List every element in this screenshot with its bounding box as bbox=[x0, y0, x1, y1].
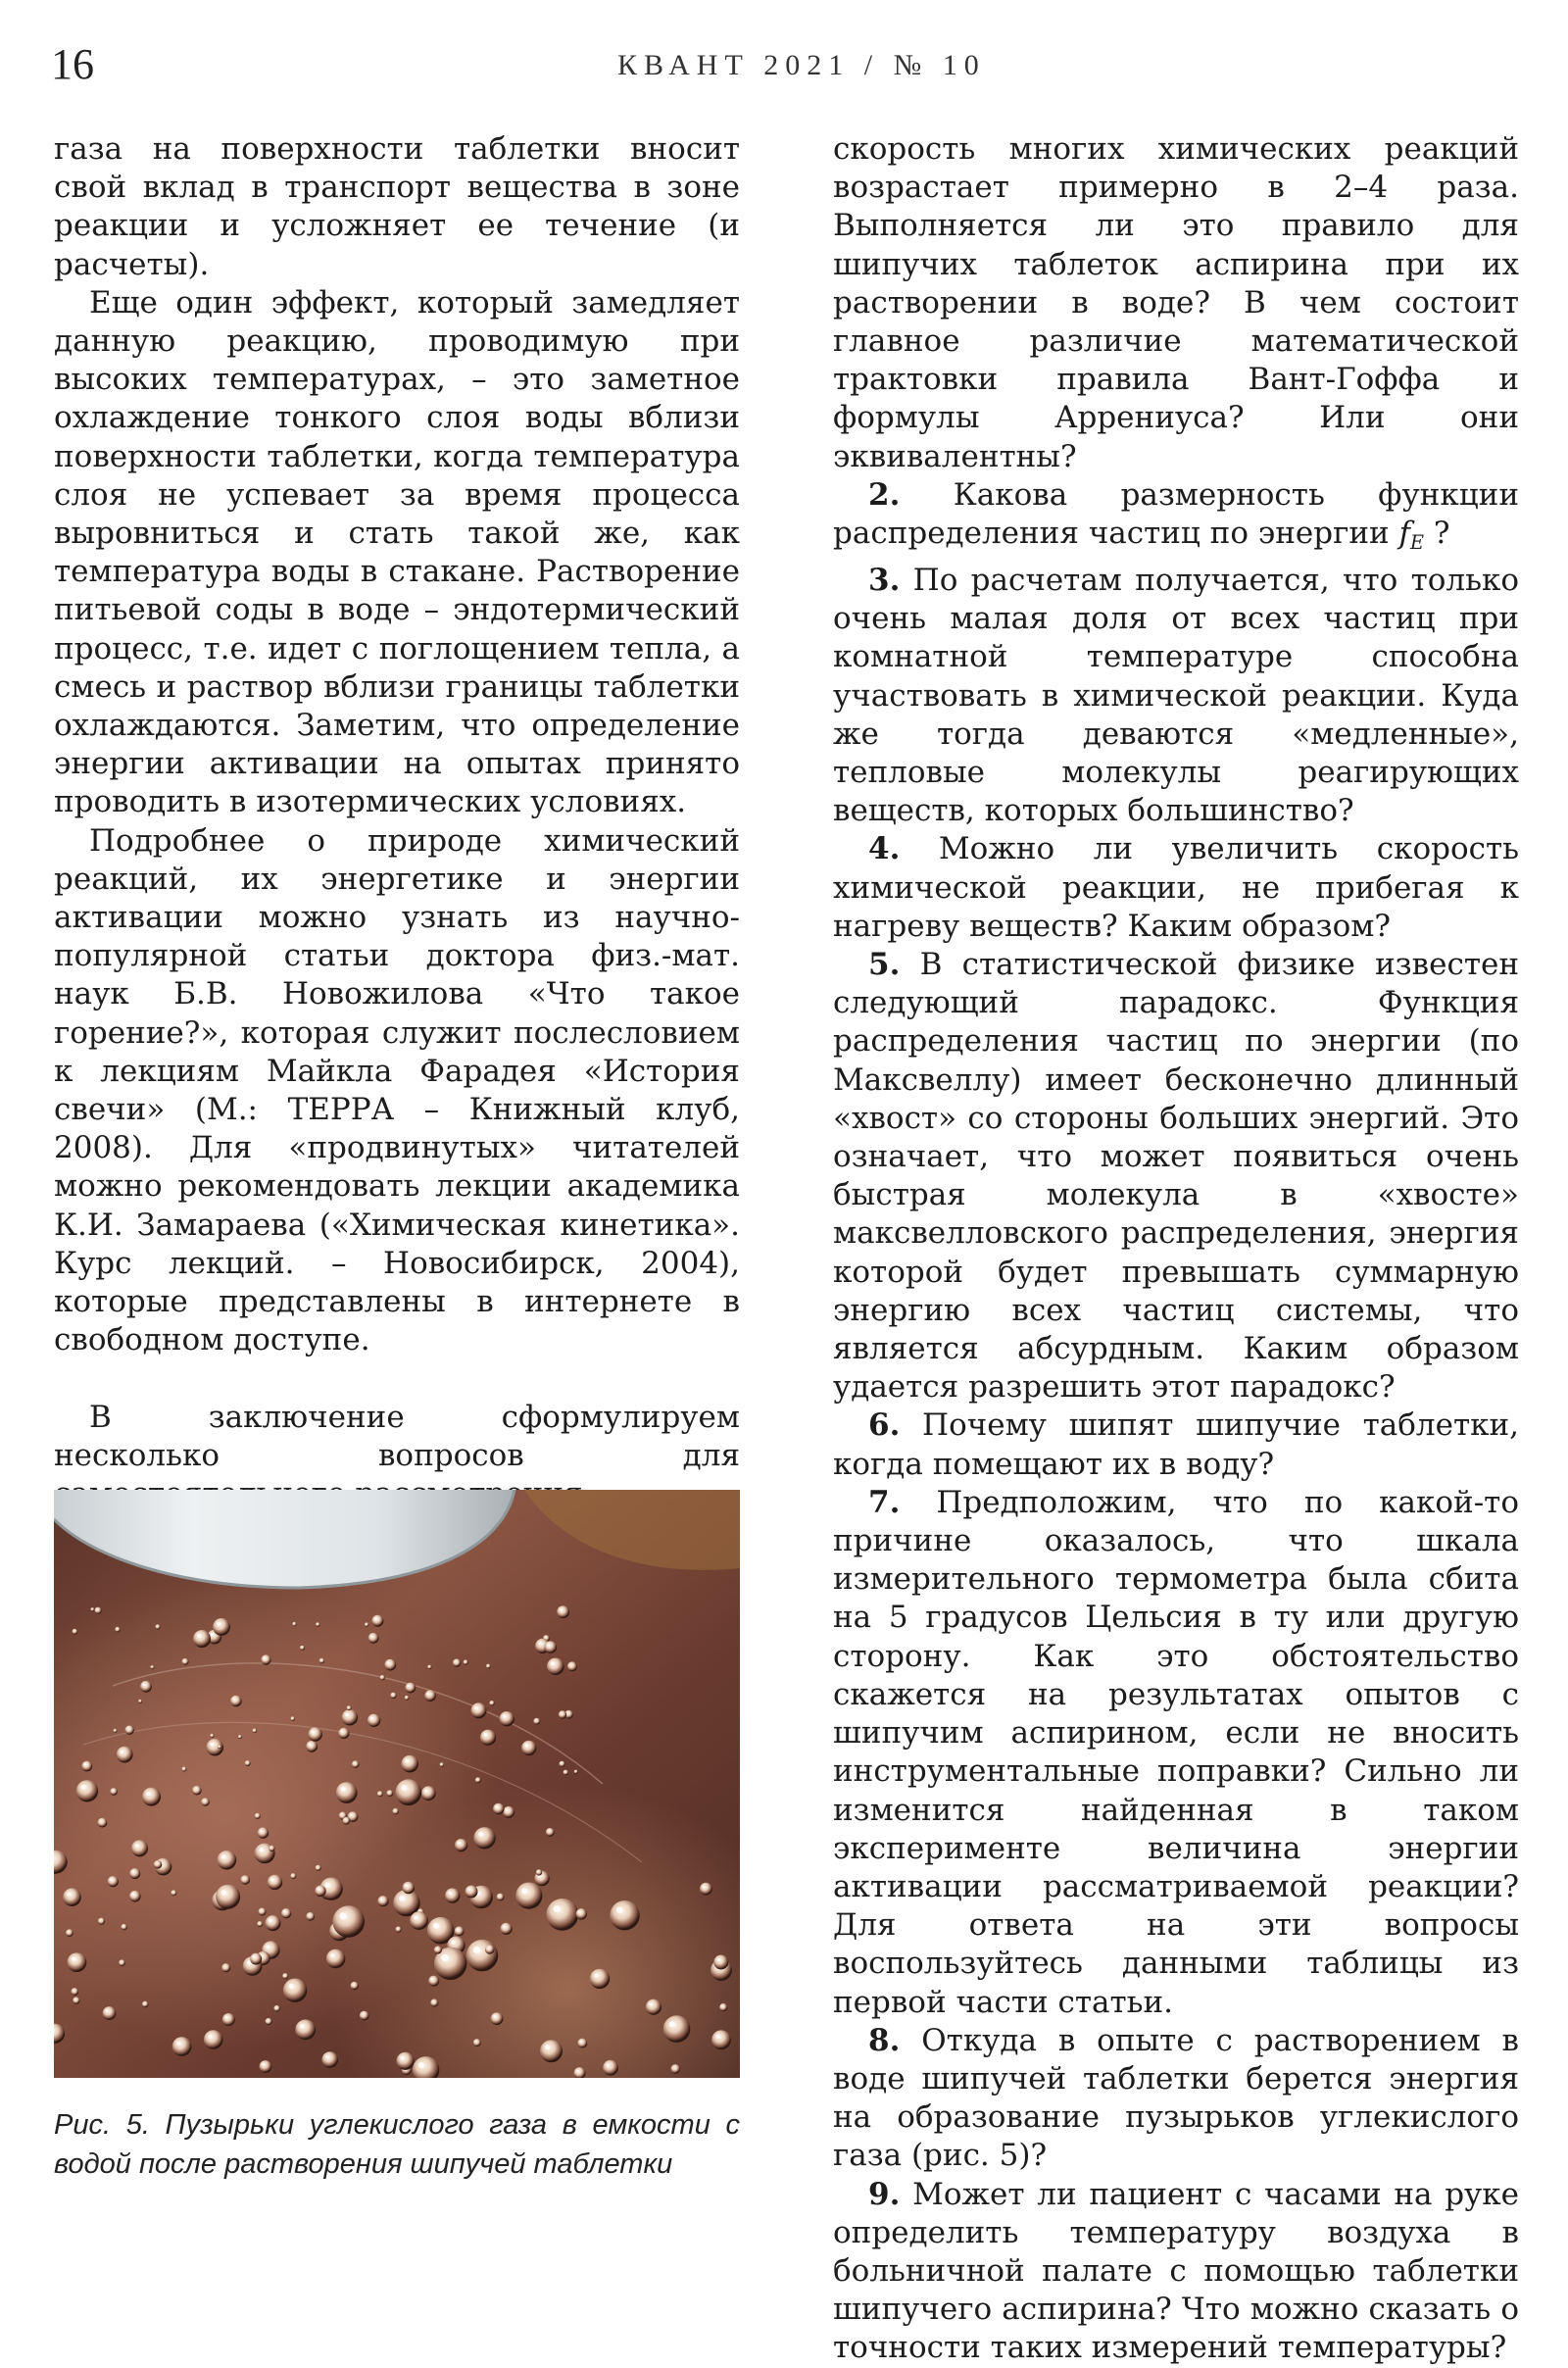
bubble-highlight bbox=[266, 1945, 270, 1949]
bubble bbox=[321, 2051, 338, 2068]
bubble bbox=[73, 1629, 78, 1635]
bubble-highlight bbox=[405, 1884, 408, 1887]
bubble-highlight bbox=[132, 1871, 134, 1873]
bubble bbox=[150, 1665, 154, 1669]
bubble-highlight bbox=[210, 1743, 214, 1747]
bubble-highlight bbox=[288, 1984, 293, 1989]
bubble-highlight bbox=[84, 1763, 86, 1765]
bubble bbox=[140, 1681, 152, 1693]
bubble-highlight bbox=[324, 1883, 329, 1888]
bubble bbox=[182, 1658, 189, 1665]
bubble-highlight bbox=[135, 1844, 139, 1848]
bubble bbox=[576, 1908, 587, 1919]
bubble bbox=[66, 1929, 74, 1937]
bubble-highlight bbox=[649, 2002, 653, 2006]
question-9 bbox=[833, 2176, 1519, 2368]
bubble bbox=[283, 1979, 307, 2002]
bubble bbox=[316, 1865, 321, 1871]
bubble bbox=[421, 1786, 436, 1801]
bubble bbox=[210, 1734, 214, 1738]
bubble bbox=[466, 1940, 498, 1971]
bubble bbox=[142, 1788, 161, 1806]
bubble bbox=[266, 1915, 281, 1931]
bubble bbox=[240, 1875, 250, 1885]
bubble bbox=[475, 1777, 481, 1783]
bubble-highlight bbox=[269, 1919, 272, 1923]
bubble bbox=[269, 1846, 274, 1851]
bubble-highlight bbox=[270, 1878, 273, 1881]
bubble bbox=[445, 1888, 460, 1902]
bubble bbox=[515, 1883, 542, 1909]
question-8 bbox=[833, 2022, 1519, 2176]
bubble-highlight bbox=[457, 1929, 459, 1931]
bubble bbox=[193, 1630, 211, 1648]
bubbles-image bbox=[54, 1490, 740, 2078]
bubble bbox=[213, 1618, 230, 1636]
bubble-highlight bbox=[350, 1814, 352, 1816]
bubble bbox=[403, 1882, 416, 1895]
bubble-highlight bbox=[493, 2015, 496, 2018]
bubble-highlight bbox=[217, 1622, 220, 1626]
bubble bbox=[273, 2005, 280, 2012]
bubble bbox=[125, 1725, 134, 1734]
bubble-highlight bbox=[309, 1743, 312, 1746]
bubble bbox=[352, 1760, 360, 1768]
bubble-highlight bbox=[260, 1830, 262, 1832]
bubble-highlight bbox=[176, 2041, 180, 2045]
bubble bbox=[564, 1770, 569, 1776]
bubble bbox=[392, 1808, 399, 1815]
bubble bbox=[108, 1876, 119, 1887]
bubble bbox=[486, 1664, 491, 1669]
bubble-highlight bbox=[607, 2063, 610, 2066]
bubble-highlight bbox=[72, 1956, 75, 1960]
bubble bbox=[455, 1839, 467, 1851]
bubble-highlight bbox=[576, 2070, 579, 2073]
bubble-highlight bbox=[211, 1633, 214, 1636]
bubble bbox=[390, 1693, 396, 1699]
bubble-highlight bbox=[474, 1706, 478, 1710]
running-head: КВАНТ 2021 / № 10 bbox=[617, 49, 986, 82]
question-number: 6. bbox=[868, 1407, 900, 1443]
bubble bbox=[338, 1728, 349, 1739]
bubble bbox=[368, 1714, 380, 1727]
bubble bbox=[110, 1788, 118, 1796]
bubble bbox=[471, 1702, 487, 1718]
bubble-highlight bbox=[451, 1941, 455, 1945]
bubble bbox=[377, 1896, 388, 1906]
figure-bubbles-photo bbox=[54, 1490, 740, 2078]
question-number: 8. bbox=[868, 2023, 900, 2058]
bubble-highlight bbox=[551, 1661, 555, 1665]
bubble bbox=[266, 2018, 272, 2025]
bubble bbox=[129, 1891, 141, 1902]
bubble bbox=[63, 1888, 81, 1906]
bubble bbox=[485, 1945, 495, 1954]
bubble-highlight bbox=[300, 2024, 305, 2029]
bubble bbox=[68, 1952, 87, 1972]
bubble bbox=[489, 1701, 494, 1705]
bubble bbox=[250, 1953, 262, 1965]
bubble-highlight bbox=[594, 1973, 598, 1977]
bubble bbox=[500, 1711, 514, 1726]
bubble-highlight bbox=[312, 1730, 315, 1733]
bubble-highlight bbox=[131, 1893, 134, 1896]
bubble bbox=[424, 1690, 436, 1702]
bubble bbox=[536, 1869, 542, 1875]
bubble-highlight bbox=[669, 2021, 675, 2027]
bubble bbox=[290, 1873, 296, 1879]
bubble bbox=[218, 1745, 221, 1749]
bubble bbox=[155, 1624, 160, 1629]
bubble bbox=[427, 1665, 431, 1669]
bubble bbox=[281, 1908, 291, 1918]
bubble bbox=[309, 1727, 322, 1741]
bubble bbox=[306, 1912, 315, 1921]
paragraph: В заключение сформулируем несколько вопросов для bbox=[54, 1399, 740, 1514]
bubble-highlight bbox=[387, 1661, 390, 1664]
bubble bbox=[90, 1607, 94, 1611]
bubble bbox=[646, 1999, 662, 2015]
math-f: f bbox=[1399, 516, 1410, 551]
paragraph: газа на поверхности таблетки вносит свой вклад в транспорт вещества в зоне реакции и усложняет ее течение (и расчеты). bbox=[54, 130, 740, 284]
bubble-highlight bbox=[374, 1617, 377, 1620]
bubble bbox=[121, 1924, 126, 1930]
bubble bbox=[713, 1955, 728, 1970]
bubble-highlight bbox=[259, 1848, 264, 1852]
bubble bbox=[295, 2019, 316, 2040]
bubble-highlight bbox=[703, 1886, 706, 1889]
question-4 bbox=[833, 830, 1519, 946]
bubble bbox=[154, 1860, 163, 1869]
right-column bbox=[833, 130, 1519, 2368]
bubble-highlight bbox=[478, 1832, 483, 1837]
question-text: Почему шипят шипучие таблетки, когда помещают их в воду? bbox=[833, 1407, 1519, 1481]
bubble-highlight bbox=[106, 2009, 109, 2012]
bubble bbox=[98, 1818, 108, 1828]
bubble bbox=[257, 1921, 263, 1927]
question-5 bbox=[833, 946, 1519, 1406]
bubble bbox=[315, 1886, 325, 1897]
bubble bbox=[245, 1760, 251, 1766]
question-end: ? bbox=[1434, 516, 1450, 551]
bubble bbox=[401, 1755, 418, 1773]
bubble-highlight bbox=[143, 1683, 146, 1686]
bubble bbox=[119, 1959, 125, 1966]
bubble-highlight bbox=[506, 1809, 509, 1812]
question-2 bbox=[833, 476, 1519, 562]
bubble-highlight bbox=[427, 1693, 430, 1696]
question-number: 3. bbox=[868, 563, 900, 598]
bubble bbox=[95, 1607, 102, 1614]
bubble bbox=[258, 1827, 269, 1838]
question-3 bbox=[833, 562, 1519, 830]
bubble-highlight bbox=[521, 1888, 527, 1894]
bubble bbox=[497, 1894, 505, 1901]
bubble bbox=[480, 1730, 496, 1746]
bubble bbox=[397, 2052, 415, 2070]
bubble bbox=[603, 2060, 618, 2076]
bubble bbox=[172, 2037, 192, 2056]
bubble bbox=[259, 1908, 267, 1916]
bubble-highlight bbox=[325, 2055, 329, 2059]
bubble-highlight bbox=[554, 1905, 561, 1912]
bubble-highlight bbox=[547, 1644, 550, 1647]
bubble bbox=[493, 1803, 505, 1815]
math-symbol bbox=[1399, 516, 1425, 551]
bubble bbox=[547, 1658, 564, 1676]
bubble bbox=[282, 1973, 288, 1979]
bubble bbox=[491, 2012, 504, 2025]
bubble bbox=[545, 1641, 558, 1653]
figure-caption: Рис. 5. Пузырьки углекислого газа в емкости с водой после растворения шипучей таблетки bbox=[54, 2105, 740, 2184]
bubble-highlight bbox=[418, 2062, 424, 2068]
bubble-highlight bbox=[253, 1955, 256, 1958]
bubble-highlight bbox=[233, 1698, 236, 1701]
bubble-highlight bbox=[414, 1915, 417, 1919]
bubble-highlight bbox=[67, 1893, 71, 1897]
bubble bbox=[351, 1982, 359, 1990]
bubble bbox=[473, 1827, 495, 1849]
bubble bbox=[253, 1729, 258, 1734]
bubble-highlight bbox=[538, 1642, 541, 1645]
bubble bbox=[453, 1658, 461, 1666]
question-number: 9. bbox=[868, 2177, 900, 2212]
question-7 bbox=[833, 1484, 1519, 2022]
bubble bbox=[326, 1949, 346, 1969]
bubble-highlight bbox=[545, 2045, 550, 2049]
bubble-highlight bbox=[579, 2041, 581, 2043]
bubble bbox=[671, 2064, 681, 2074]
bubble-highlight bbox=[715, 2035, 719, 2039]
bubble-highlight bbox=[341, 1787, 346, 1792]
bubble bbox=[455, 1926, 465, 1936]
bubble bbox=[316, 1622, 319, 1626]
bubble bbox=[117, 1747, 133, 1763]
bubble bbox=[238, 1735, 242, 1739]
bubble bbox=[290, 1716, 295, 1721]
bubble bbox=[343, 1817, 351, 1825]
bubble bbox=[559, 1761, 564, 1767]
bubble bbox=[610, 1900, 639, 1930]
question-text: Какова размерность функции распределения частиц по энергии bbox=[833, 477, 1519, 551]
bubble-highlight bbox=[341, 1730, 343, 1732]
bubble bbox=[533, 1718, 540, 1725]
bubble bbox=[138, 1700, 142, 1703]
bubble bbox=[171, 1890, 176, 1896]
bubble bbox=[384, 1659, 396, 1671]
page-number: 16 bbox=[51, 39, 94, 89]
bubble-highlight bbox=[120, 1750, 123, 1753]
bubble-highlight bbox=[458, 1842, 461, 1845]
bubble bbox=[464, 1659, 468, 1664]
bubble-highlight bbox=[496, 1805, 499, 1808]
bubble bbox=[221, 1963, 230, 1972]
bubble bbox=[268, 1875, 282, 1890]
bubble bbox=[521, 1741, 536, 1755]
bubble bbox=[115, 1627, 121, 1633]
bubble-highlight bbox=[146, 1792, 150, 1796]
bubble-highlight bbox=[717, 1958, 720, 1961]
bubble bbox=[218, 1850, 237, 1870]
bubble-highlight bbox=[405, 1759, 409, 1763]
bubble-highlight bbox=[560, 1608, 563, 1611]
bubble bbox=[434, 1946, 442, 1953]
bubble bbox=[336, 1782, 358, 1803]
left-column bbox=[54, 130, 740, 1667]
paragraph: Подробнее о природе химический реакций, их энергетике и энергии активации можно узнать из научно-популярной статьи доктора физ.-мат. наук Б.В. Новожилова «Что такое горение?», которая служит послесловием к лекциям Майкла Фарадея «История свечи» (М.: ТЕРРА – Книжный клуб, 2008). Для «продвинутых» читателей можно рекомендовать лекции академика К.И. Замараева («Химическая кинетика». Курс лекций. – Новосибирск, 2004), которые представлены в интернете в свободном доступе. bbox=[54, 822, 740, 1360]
bubble bbox=[71, 1988, 78, 1996]
bubble bbox=[261, 1654, 270, 1664]
bubble bbox=[567, 1661, 577, 1671]
bubble bbox=[114, 1729, 118, 1733]
paragraph: Еще один эффект, который замедляет данную реакцию, проводимую при высоких температурах, – это заметное охлаждение тонкого слоя воды вблизи поверхности таблетки, когда температура слоя не успевает за время процесса выровниться и стать такой же, как температура воды в стакане. Растворение питьевой соды в воде – эндотермический процесс, т.е. идет с поглощением тепла, а смесь и раствор вблизи границы таблетки охлаждаются. Заметим, что определение энергии активации на опытах принято проводить в изотермических условиях. bbox=[54, 284, 740, 822]
bubble bbox=[332, 1905, 365, 1938]
bubble-highlight bbox=[283, 1910, 285, 1912]
bubble bbox=[405, 1683, 416, 1694]
bubble-highlight bbox=[483, 1733, 487, 1737]
bubble bbox=[546, 1899, 578, 1931]
bubble bbox=[386, 1790, 393, 1797]
question-text: По расчетам получается, что только очень малая доля от всех частиц при комнатной температуре способна участвовать в химической реакции. Куда же тогда деваются «медленные», тепловые молекулы реагирующих веществ, которых большинство? bbox=[833, 563, 1519, 828]
question-text: Предположим, что по какой-то причине оказалось, что шкала измерительного термометра была сбита на 5 градусов Цельсия в ту или другую сторону. Как это обстоятельство скажется на результатах опытов с шипучим аспирином, если не вносить инструментальные поправки? Сильно ли изменится найденная в таком эксперименте величина энергии активации рассматриваемой реакции? Для ответа на эти вопросы воспользуйтесь данными таблицы из первой части статьи. bbox=[833, 1485, 1519, 2020]
bubble-highlight bbox=[399, 1896, 405, 1901]
bubble-highlight bbox=[110, 1879, 112, 1881]
bubble-highlight bbox=[208, 2035, 212, 2039]
bubble bbox=[222, 2013, 235, 2026]
question-text: Откуда в опыте с растворением в воде шипучей таблетки берется энергия на образование пузырьков углекислого газа (рис. 5)? bbox=[833, 2023, 1519, 2174]
bubble-highlight bbox=[441, 1954, 448, 1961]
bubble-highlight bbox=[578, 1911, 581, 1914]
bubble-highlight bbox=[262, 2063, 265, 2066]
bubble bbox=[371, 1615, 383, 1627]
bubble bbox=[540, 2040, 563, 2062]
bubble bbox=[216, 1885, 240, 1909]
bubble bbox=[365, 1622, 368, 1626]
bubble bbox=[73, 1997, 79, 2003]
question-text: Может ли пациент с часами на руке определить температуру воздуха в больничной палате с помощью таблетки шипучего аспирина? Что можно сказать о точности таких измерений температуры? bbox=[833, 2177, 1519, 2366]
bubble bbox=[98, 1918, 105, 1925]
bubble bbox=[131, 1840, 148, 1856]
question-number: 2. bbox=[868, 477, 900, 513]
bubble bbox=[260, 2060, 272, 2073]
bubble bbox=[342, 1709, 358, 1725]
bubble-highlight bbox=[81, 1785, 86, 1790]
bubble-highlight bbox=[247, 1960, 251, 1964]
bubble-highlight bbox=[467, 1888, 470, 1891]
bubble bbox=[204, 2030, 223, 2049]
bubble bbox=[546, 1828, 555, 1837]
bubble bbox=[663, 2015, 691, 2043]
bubble-highlight bbox=[318, 1888, 320, 1891]
bubble-highlight bbox=[433, 1923, 439, 1929]
bubble bbox=[501, 1923, 513, 1935]
bubble-highlight bbox=[473, 1947, 480, 1953]
bubble-highlight bbox=[370, 1635, 372, 1637]
bubble-highlight bbox=[431, 1978, 433, 1980]
bubble bbox=[700, 1883, 712, 1896]
bubble bbox=[142, 2001, 149, 2008]
bubble-highlight bbox=[524, 1744, 527, 1747]
bubble bbox=[410, 1911, 428, 1930]
bubble bbox=[306, 1741, 318, 1752]
bubble-highlight bbox=[330, 1953, 334, 1957]
bubble bbox=[559, 1710, 566, 1718]
bubble bbox=[466, 1886, 478, 1899]
bubble bbox=[473, 2039, 481, 2047]
bubble bbox=[129, 1868, 140, 1879]
bubble-highlight bbox=[503, 1714, 506, 1717]
bubble bbox=[292, 1622, 296, 1626]
bubble bbox=[76, 1780, 98, 1801]
bubble bbox=[590, 1969, 610, 1989]
bubble-highlight bbox=[400, 2056, 404, 2060]
bubble-highlight bbox=[380, 1899, 382, 1900]
bubble bbox=[319, 1658, 325, 1664]
bubble bbox=[574, 1770, 578, 1774]
question-text: В статистической физике известен следующий парадокс. Функция распределения частиц по энергии (по Максвеллу) имеет бесконечно длинный «хвост» со стороны больших энергий. Это означает, что может появиться очень быстрая молекула в «хвосте» максвелловского распределения, энергия которой будет превышать суммарную энергию всех частиц системы, что является абсурдным. Каким образом удается разрешить этот парадокс? bbox=[833, 947, 1519, 1405]
bubble-highlight bbox=[424, 1790, 427, 1793]
bubble bbox=[711, 2030, 731, 2049]
bubble-highlight bbox=[370, 1717, 373, 1720]
bubble-highlight bbox=[345, 1713, 349, 1717]
bubble-highlight bbox=[225, 2016, 228, 2019]
bubble bbox=[181, 1767, 186, 1772]
bubble bbox=[192, 1786, 202, 1796]
bubble bbox=[360, 2011, 369, 2021]
bubble bbox=[428, 1976, 439, 1987]
question-6 bbox=[833, 1406, 1519, 1483]
bubble-highlight bbox=[503, 1925, 506, 1928]
bubble-highlight bbox=[408, 1685, 410, 1687]
bubble bbox=[577, 2039, 587, 2048]
question-1-continued: скорость многих химических реакций возрастает примерно в 2–4 раза. Выполняется ли это правило для шипучих таблеток аспирина при их растворении в воде? В чем состоит главное различие математической трактовки правила Вант-Гоффа и формулы Аррениуса? Или они эквивалентны? bbox=[833, 130, 1519, 476]
bubble bbox=[503, 1806, 514, 1818]
bubble bbox=[557, 1605, 569, 1618]
bubble bbox=[201, 1798, 210, 1806]
bubble bbox=[103, 2006, 117, 2020]
bubble-highlight bbox=[264, 1657, 266, 1659]
bubble bbox=[405, 1696, 410, 1701]
bubble bbox=[430, 1998, 438, 2006]
bubble bbox=[380, 1675, 385, 1680]
bubble bbox=[377, 1791, 383, 1797]
math-subscript: E bbox=[1410, 531, 1424, 554]
bubble bbox=[255, 1813, 261, 1819]
bubble-highlight bbox=[616, 1907, 623, 1914]
bubble bbox=[440, 1762, 445, 1767]
bubble-highlight bbox=[401, 1785, 407, 1791]
bubble-highlight bbox=[197, 1634, 201, 1638]
bubble bbox=[396, 1926, 402, 1932]
bubble-highlight bbox=[448, 1892, 451, 1895]
bubble-highlight bbox=[221, 1854, 225, 1858]
question-number: 7. bbox=[868, 1485, 900, 1520]
bubble bbox=[368, 1633, 379, 1644]
bubble-highlight bbox=[339, 1912, 346, 1919]
question-number: 5. bbox=[868, 947, 900, 982]
bubble bbox=[347, 1705, 352, 1710]
bubble bbox=[719, 2003, 727, 2011]
bubble-highlight bbox=[221, 1890, 226, 1895]
bubble bbox=[395, 1779, 421, 1805]
bubble bbox=[81, 1761, 92, 1772]
question-number: 4. bbox=[868, 831, 900, 866]
question-text: Можно ли увеличить скорость химической реакции, не прибегая к нагреву веществ? Каким образом? bbox=[833, 831, 1519, 943]
bubble bbox=[300, 1646, 305, 1651]
bubble bbox=[230, 1696, 242, 1707]
